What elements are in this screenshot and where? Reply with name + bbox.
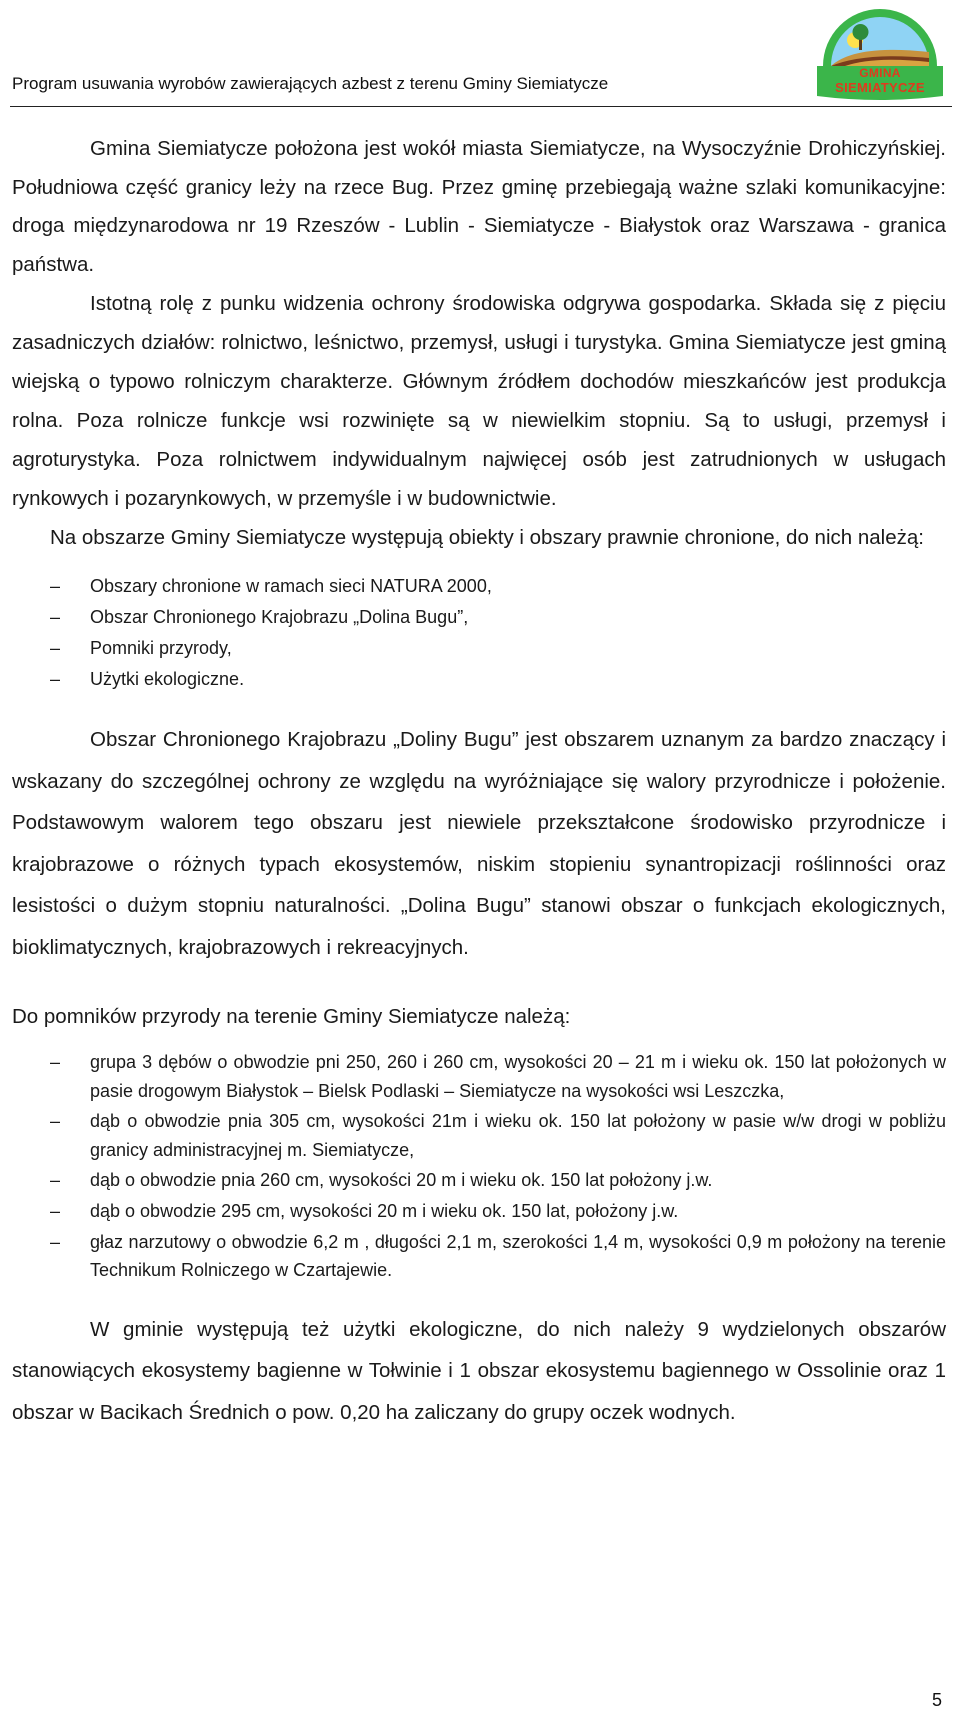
list-item: – Obszary chronione w ramach sieci NATURA 2000, [12, 571, 946, 602]
list-item: – dąb o obwodzie pnia 305 cm, wysokości 21m i wieku ok. 150 lat położony w pasie w/w drogi w pobliżu granicy administracyjnej m. Siemiatycze, [12, 1107, 946, 1164]
logo-text-gmina: GMINA [859, 66, 901, 80]
list-dash: – [50, 1200, 61, 1221]
logo-text-siemiatycze: SIEMIATYCZE [835, 80, 925, 95]
list-item: – Obszar Chronionego Krajobrazu „Dolina Bugu”, [12, 602, 946, 633]
header-divider [10, 106, 952, 107]
paragraph-protected-intro: Na obszarze Gminy Siemiatycze występują obiekty i obszary prawnie chronione, do nich należą: [50, 526, 924, 549]
list-dash: – [50, 1231, 61, 1252]
paragraph-ecological-sites: W gminie występują też użytki ekologiczne, do nich należy 9 wydzielonych obszarów stanowiących ekosystemy bagienne w Tołwinie i 1 obszar ekosystemu bagiennego w Ossolinie oraz 1 obszar w Bacikach Średnich o pow. 0,20 ha zaliczany do grupy oczek wodnych. [12, 1317, 946, 1424]
page-number: 5 [932, 1690, 943, 1710]
list-dash: – [50, 638, 61, 658]
nature-monuments-list [12, 1048, 946, 1285]
paragraph-economy: Istotną rolę z punku widzenia ochrony środowiska odgrywa gospodarka. Składa się z pięciu zasadniczych działów: rolnictwo, leśnictwo, przemysł, usługi i turystyka. Gmina Siemiatycze jest gminą wiejską o typowo rolniczym charakterze. Głównym źródłem dochodów mieszkańców jest produkcja rolna. Poza rolnicze funkcje wsi rozwinięte są w niewielkim stopniu. Są to usługi, przemysł i agroturystyka. Poza rolnictwem indywidualnym najwięcej osób jest zatrudnionych w usługach rynkowych i pozarynkowych, w przemyśle i w budownictwie. [12, 292, 946, 510]
list-item: – Użytki ekologiczne. [12, 664, 946, 695]
list-item: – grupa 3 dębów o obwodzie pni 250, 260 i 260 cm, wysokości 20 – 21 m i wieku ok. 150 lat położonych w pasie drogowym Białystok – Bielsk Podlaski – Siemiatycze na wysokości wsi Leszczka, [12, 1048, 946, 1105]
list-dash: – [50, 1052, 61, 1072]
list-dash: – [50, 576, 61, 596]
paragraph-location: Gmina Siemiatycze położona jest wokół miasta Siemiatycze, na Wysoczyźnie Drohiczyńskiej. Południowa część granicy leży na rzece Bug. Przez gminę przebiegają ważne szlaki komunikacyjne: droga międzynarodowa nr 19 Rzeszów - Lublin - Siemiatycze - Białystok oraz Warszawa - granica państwa. [12, 137, 946, 276]
list-item: – dąb o obwodzie 295 cm, wysokości 20 m i wieku ok. 150 lat, położony j.w. [12, 1197, 946, 1226]
list-dash: – [50, 669, 61, 689]
list-item: – głaz narzutowy o obwodzie 6,2 m , długości 2,1 m, szerokości 1,4 m, wysokości 0,9 m położony na terenie Technikum Rolniczego w Czartajewie. [12, 1228, 946, 1285]
page-header [0, 0, 960, 110]
list-dash: – [50, 1111, 61, 1132]
protected-areas-list [12, 571, 946, 695]
list-item: – dąb o obwodzie pnia 260 cm, wysokości 20 m i wieku ok. 150 lat położony j.w. [12, 1166, 946, 1195]
document-body [12, 130, 946, 1433]
gmina-siemiatycze-logo [815, 0, 945, 102]
list-dash: – [50, 1170, 61, 1191]
list-dash: – [50, 607, 61, 627]
header-title: Program usuwania wyrobów zawierających azbest z terenu Gminy Siemiatycze [12, 74, 609, 93]
paragraph-monuments-intro: Do pomników przyrody na terenie Gminy Siemiatycze należą: [12, 1005, 571, 1028]
paragraph-dolina-bugu: Obszar Chronionego Krajobrazu „Doliny Bugu” jest obszarem uznanym za bardzo znaczący i wskazany do szczególnej ochrony ze względu na wyróżniające się walory przyrodnicze i położenie. Podstawowym walorem tego obszaru jest niewiele przekształcone środowisko przyrodnicze i krajobrazowe o różnych typach ekosystemów, niskim stopieniu synantropizacji roślinności oraz lesistości o dużym stopniu naturalności. „Dolina Bugu” stanowi obszar o funkcjach ekologicznych, bioklimatycznych, krajobrazowych i rekreacyjnych. [12, 728, 946, 959]
list-item: – Pomniki przyrody, [12, 633, 946, 664]
